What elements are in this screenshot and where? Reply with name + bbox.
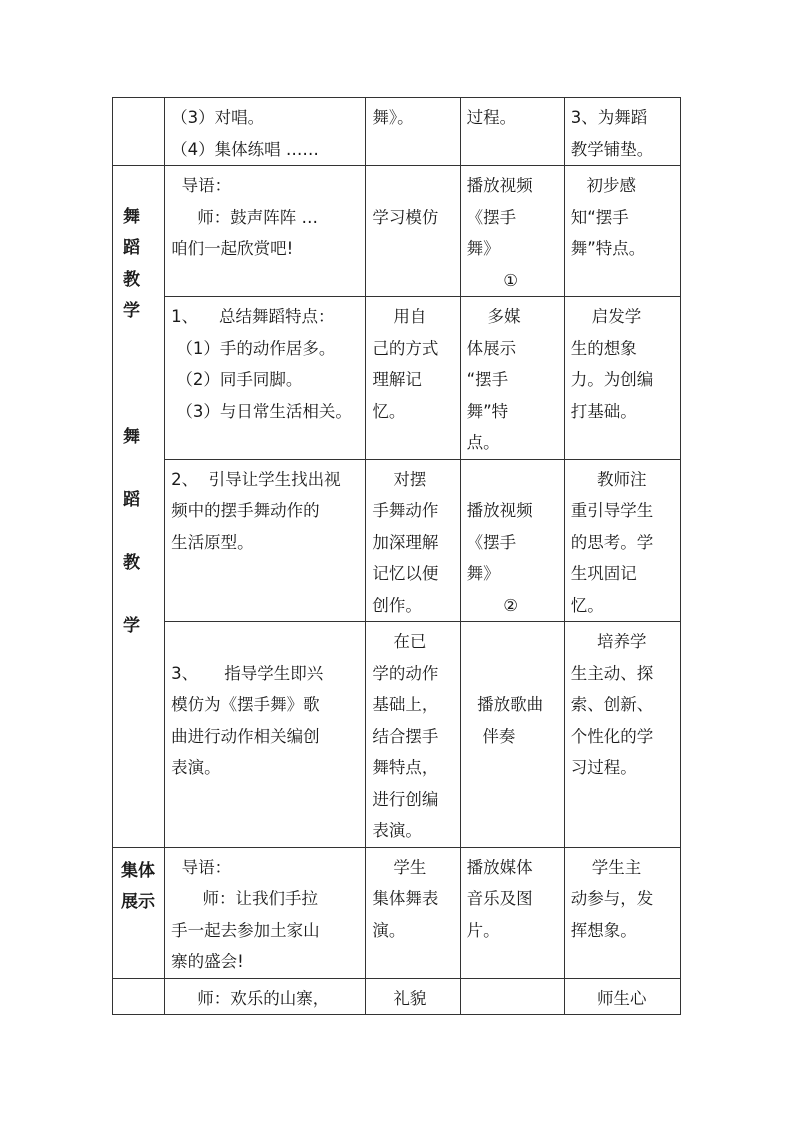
cell-line: 加深理解: [372, 532, 439, 552]
cell-line: 学习模仿: [372, 207, 439, 227]
cell-line: 播放媒体: [466, 857, 533, 877]
cell-line: ①: [466, 270, 519, 290]
cell-line: [123, 517, 160, 549]
cell-line: 力。为创编: [570, 370, 654, 389]
cell-line: 导语：: [171, 857, 232, 877]
cell-line: （3）与日常生活相关。: [171, 401, 352, 421]
media-cell: [460, 847, 564, 978]
cell-line: 师：让我们手拉: [171, 889, 319, 908]
cell-line: [372, 170, 453, 202]
cell-line: 1、 总结舞蹈特点：: [171, 307, 335, 326]
table-row: [113, 847, 681, 978]
cell-line: 生活原型。: [171, 532, 254, 552]
cell-line: “摆手: [466, 370, 509, 389]
content-cell: [165, 166, 366, 297]
cell-line: 动参与，发: [570, 889, 654, 908]
cell-line: 在已: [372, 632, 427, 651]
cell-line: 对摆: [372, 469, 427, 489]
cell-line: 生的想象: [570, 338, 637, 358]
cell-line: 教学铺垫。: [570, 139, 654, 159]
cell-line: 手一起去参加土家山: [171, 920, 320, 940]
cell-line: 重引导学生: [570, 501, 654, 520]
cell-line: 结合摆手: [372, 726, 439, 746]
cell-line: 学: [123, 301, 140, 321]
cell-line: 理解记: [372, 370, 422, 389]
cell-line: 咱们一起欣赏吧!: [171, 239, 294, 258]
section-cell: [113, 98, 165, 166]
cell-line: 表演。: [372, 821, 422, 840]
cell-line: 2、 引导让学生找出视: [171, 469, 341, 489]
cell-line: 寨的盛会!: [171, 952, 244, 971]
cell-line: 集体: [121, 860, 155, 881]
cell-line: 教: [123, 553, 140, 573]
section-cell: [113, 978, 165, 1015]
cell-line: 过程。: [466, 108, 517, 127]
content-cell: [165, 459, 366, 622]
cell-line: 集体舞表: [372, 889, 439, 908]
cell-line: [467, 626, 558, 658]
student-activity-cell: [366, 622, 460, 848]
cell-line: 点。: [466, 433, 500, 452]
cell-line: 舞: [123, 427, 140, 447]
cell-line: [123, 580, 160, 612]
student-activity-cell: [366, 847, 460, 978]
section-cell: [113, 166, 165, 848]
cell-line: 基础上，: [372, 695, 439, 714]
cell-line: 记忆以便: [372, 564, 439, 583]
cell-line: 曲进行动作相关编创: [171, 726, 320, 746]
content-cell: [165, 978, 366, 1015]
content-cell: [165, 297, 366, 460]
table-row: [113, 978, 681, 1015]
cell-line: 播放视频: [466, 501, 533, 520]
cell-line: （2）同手同脚。: [171, 370, 303, 389]
cell-line: 知“摆手: [570, 207, 629, 227]
cell-line: [123, 454, 160, 486]
table-row: [113, 98, 681, 166]
cell-line: [123, 328, 160, 360]
cell-line: 舞特点，: [372, 758, 439, 777]
cell-line: [123, 391, 160, 423]
cell-line: [123, 359, 160, 391]
cell-line: 师：鼓声阵阵 …: [171, 207, 319, 227]
media-cell: [460, 459, 564, 622]
cell-line: [171, 626, 359, 658]
student-activity-cell: [366, 978, 460, 1015]
intent-cell: [564, 847, 680, 978]
cell-line: 模仿为《摆手舞》歌: [171, 695, 320, 714]
cell-line: 播放歌曲: [466, 695, 544, 714]
cell-line: 打基础。: [570, 401, 637, 421]
table-row: [113, 297, 681, 460]
cell-line: 教: [123, 269, 140, 290]
student-activity-cell: [366, 297, 460, 460]
cell-line: 己的方式: [372, 338, 439, 358]
cell-line: 《摆手: [466, 532, 517, 552]
cell-line: 启发学: [570, 307, 642, 326]
cell-line: 师：欢乐的山寨，: [171, 988, 330, 1008]
cell-line: 频中的摆手舞动作的: [171, 501, 320, 520]
cell-line: 师生心: [570, 988, 647, 1008]
cell-line: 个性化的学: [570, 726, 654, 746]
cell-line: （4）集体练唱 ……: [171, 139, 319, 159]
content-cell: [165, 847, 366, 978]
cell-line: 体展示: [466, 338, 517, 358]
student-activity-cell: [366, 166, 460, 297]
cell-line: 礼貌: [372, 988, 427, 1008]
intent-cell: [564, 98, 680, 166]
table-row: [113, 459, 681, 622]
cell-line: 生巩固记: [570, 564, 637, 583]
cell-line: 舞”特: [466, 401, 509, 421]
cell-line: 表演。: [171, 758, 221, 777]
cell-line: 学生: [372, 857, 427, 877]
cell-line: 手舞动作: [372, 501, 439, 520]
cell-line: 初步感: [570, 176, 636, 195]
cell-line: 索、创新、: [570, 695, 654, 714]
table-row: [113, 166, 681, 297]
media-cell: [460, 166, 564, 297]
table-row: [113, 622, 681, 848]
cell-line: 用自: [372, 307, 427, 326]
cell-line: [467, 464, 558, 496]
cell-line: 《摆手: [466, 207, 517, 227]
cell-line: 多媒: [466, 307, 521, 326]
cell-line: 学的动作: [372, 663, 439, 683]
intent-cell: [564, 622, 680, 848]
media-cell: [460, 297, 564, 460]
cell-line: 舞》: [466, 564, 500, 583]
cell-line: 舞: [123, 206, 140, 227]
intent-cell: [564, 166, 680, 297]
media-cell: [460, 622, 564, 848]
cell-line: [467, 658, 558, 690]
content-cell: [165, 622, 366, 848]
cell-line: 学: [123, 616, 140, 636]
cell-line: 习过程。: [570, 758, 637, 777]
cell-line: 片。: [466, 920, 500, 940]
cell-line: 生主动、探: [570, 663, 654, 683]
student-activity-cell: [366, 98, 460, 166]
cell-line: 培养学: [570, 632, 647, 651]
cell-line: 展示: [121, 892, 155, 912]
cell-line: 舞”特点。: [570, 239, 646, 258]
cell-line: 伴奏: [466, 726, 516, 746]
media-cell: [460, 98, 564, 166]
cell-line: 舞》。: [372, 108, 414, 127]
section-cell: [113, 847, 165, 978]
intent-cell: [564, 297, 680, 460]
cell-line: 学生主: [570, 857, 642, 877]
cell-line: （3）对唱。: [171, 108, 265, 127]
cell-line: 演。: [372, 920, 406, 940]
cell-line: 忆。: [570, 595, 604, 615]
intent-cell: [564, 459, 680, 622]
student-activity-cell: [366, 459, 460, 622]
cell-line: 3、 指导学生即兴: [171, 663, 324, 683]
lesson-plan-table: [112, 97, 681, 1015]
media-cell: [460, 978, 564, 1015]
cell-line: 进行创编: [372, 789, 439, 809]
cell-line: 导语：: [171, 176, 232, 195]
cell-line: 音乐及图: [466, 889, 533, 908]
cell-line: [123, 170, 160, 202]
cell-line: 播放视频: [466, 176, 533, 195]
cell-line: 蹈: [123, 490, 140, 510]
content-cell: [165, 98, 366, 166]
cell-line: 舞》: [466, 239, 500, 258]
cell-line: 蹈: [123, 238, 140, 258]
cell-line: 创作。: [372, 595, 422, 615]
cell-line: ②: [466, 595, 519, 615]
cell-line: （1）手的动作居多。: [171, 338, 336, 358]
cell-line: 教师注: [570, 469, 647, 489]
cell-line: 3、为舞蹈: [570, 108, 648, 127]
cell-line: 的思考。学: [570, 532, 654, 552]
cell-line: 忆。: [372, 401, 406, 421]
intent-cell: [564, 978, 680, 1015]
cell-line: 挥想象。: [570, 920, 637, 940]
